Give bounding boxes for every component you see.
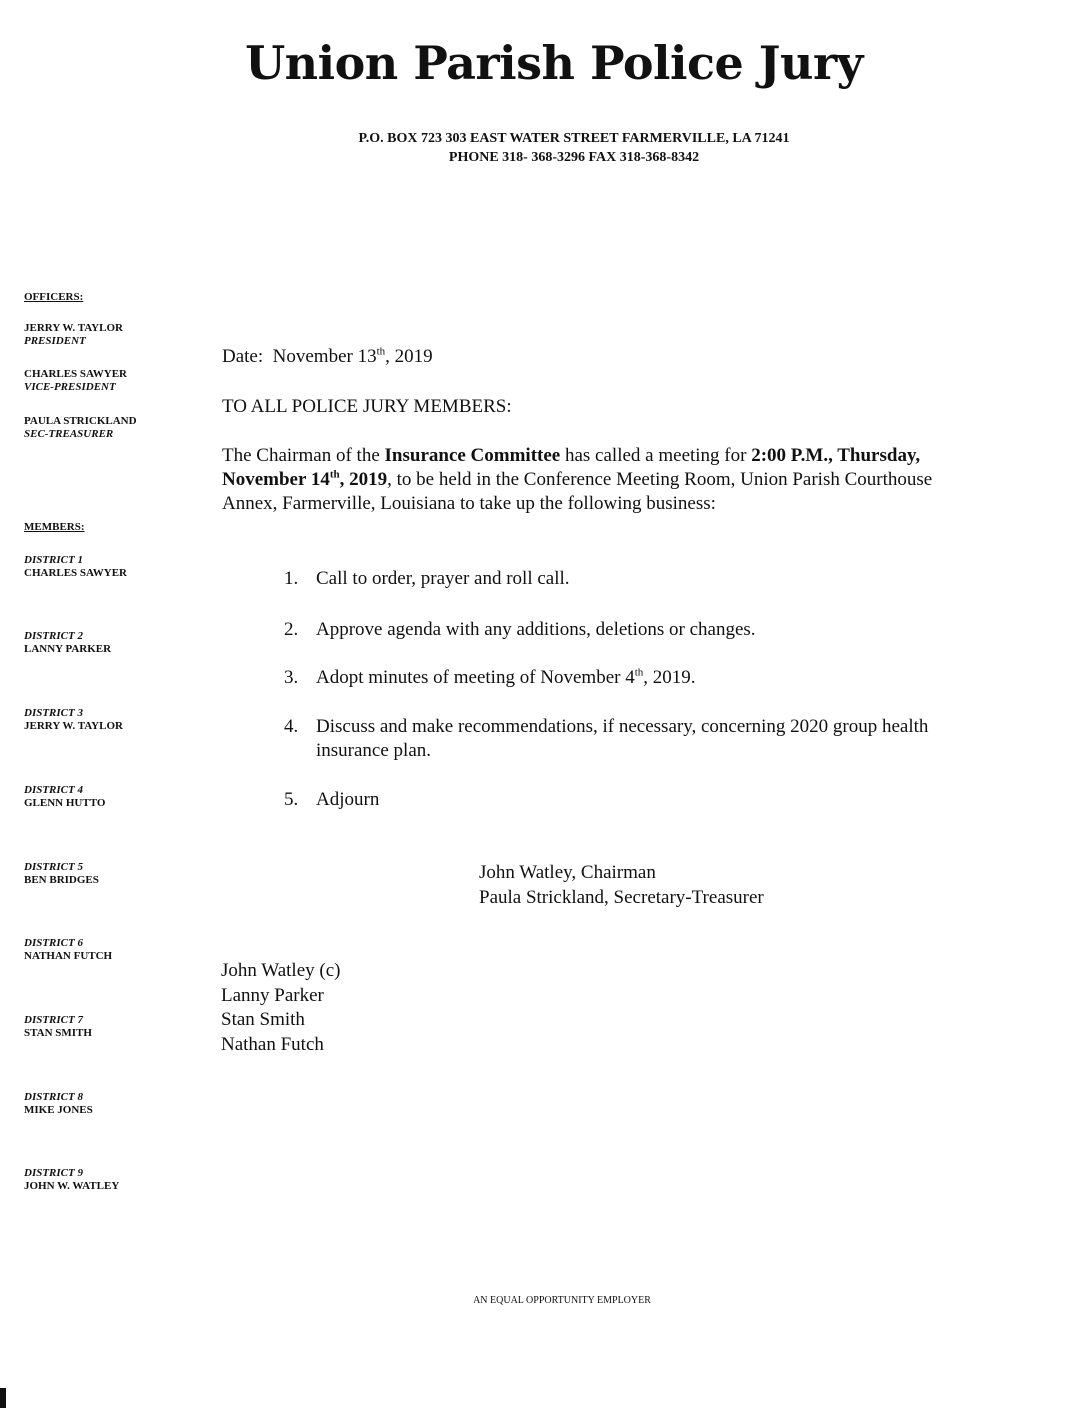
member-name: MIKE JONES: [24, 1104, 93, 1116]
signature-chairman: John Watley, Chairman: [479, 862, 656, 883]
officer-name: PAULA STRICKLAND: [24, 415, 137, 427]
officer-sec-treasurer: [24, 415, 204, 441]
member-name: JOHN W. WATLEY: [24, 1180, 120, 1192]
district-label: DISTRICT 6: [24, 937, 83, 949]
officers-heading: OFFICERS:: [24, 291, 84, 303]
member-district-5: [24, 861, 204, 887]
agenda-number: 2.: [284, 619, 299, 640]
district-label: DISTRICT 8: [24, 1091, 83, 1103]
agenda-item: [284, 618, 964, 642]
footer-equal-opportunity: AN EQUAL OPPORTUNITY EMPLOYER: [473, 1295, 651, 1306]
member-name: GLENN HUTTO: [24, 797, 106, 809]
member-district-9: [24, 1167, 204, 1193]
meeting-time: 2:00 P.M., Thursday, November 14th, 2019: [222, 445, 921, 490]
committee-member: Lanny Parker: [221, 985, 324, 1006]
member-district-1: [24, 554, 204, 580]
officer-title: VICE-PRESIDENT: [24, 381, 116, 393]
member-name: LANNY PARKER: [24, 643, 112, 655]
committee-member: Stan Smith: [221, 1009, 305, 1030]
date-suffix: th: [376, 345, 386, 358]
para-text: has called a meeting for: [560, 445, 752, 466]
district-label: DISTRICT 3: [24, 707, 83, 719]
district-label: DISTRICT 1: [24, 554, 83, 566]
agenda-text: Adjourn: [316, 789, 380, 810]
agenda-text: Discuss and make recommendations, if necessary, concerning 2020 group health insurance plan.: [316, 716, 929, 761]
members-heading: MEMBERS:: [24, 521, 85, 533]
officer-vice-president: [24, 368, 204, 394]
para-text: , to be held in the Conference Meeting Room, Union Parish Courthouse Annex, Farmerville, Louisiana to take up the following business:: [222, 469, 933, 514]
officer-name: CHARLES SAWYER: [24, 368, 127, 380]
agenda-item: [284, 788, 964, 812]
member-name: CHARLES SAWYER: [24, 567, 127, 579]
member-district-6: [24, 937, 204, 963]
member-district-8: [24, 1091, 204, 1117]
letter-date: [222, 345, 433, 369]
member-district-3: [24, 707, 204, 733]
member-name: JERRY W. TAYLOR: [24, 720, 123, 732]
letterhead-phone: PHONE 318- 368-3296 FAX 318-368-8342: [448, 150, 700, 165]
district-label: DISTRICT 4: [24, 784, 83, 796]
agenda-text: Approve agenda with any additions, deletions or changes.: [316, 619, 756, 640]
member-district-4: [24, 784, 204, 810]
officer-president: [24, 322, 204, 348]
date-value: November 13: [272, 346, 377, 367]
committee-name: Insurance Committee: [384, 445, 561, 466]
scan-edge-mark: [0, 1388, 6, 1408]
district-label: DISTRICT 7: [24, 1014, 83, 1026]
para-text: The Chairman of the: [222, 445, 385, 466]
member-name: STAN SMITH: [24, 1027, 92, 1039]
letterhead-address: P.O. BOX 723 303 EAST WATER STREET FARMERVILLE, LA 71241: [358, 131, 790, 146]
signature-secretary: Paula Strickland, Secretary-Treasurer: [479, 887, 764, 908]
agenda-item: [284, 567, 964, 591]
member-name: NATHAN FUTCH: [24, 950, 113, 962]
meeting-notice-paragraph: [222, 444, 952, 516]
agenda-text: Call to order, prayer and roll call.: [316, 568, 570, 589]
officer-name: JERRY W. TAYLOR: [24, 322, 123, 334]
date-year: , 2019: [385, 346, 433, 367]
agenda-text: Adopt minutes of meeting of November 4th, 2019.: [316, 666, 696, 688]
agenda-item: [284, 666, 964, 690]
date-label: Date:: [222, 346, 264, 367]
member-district-2: [24, 630, 204, 656]
letterhead-title: Union Parish Police Jury: [245, 36, 863, 90]
agenda-item: [284, 715, 964, 763]
member-name: BEN BRIDGES: [24, 874, 99, 886]
agenda-number: 1.: [284, 568, 299, 589]
member-district-7: [24, 1014, 204, 1040]
district-label: DISTRICT 9: [24, 1167, 83, 1179]
district-label: DISTRICT 5: [24, 861, 83, 873]
district-label: DISTRICT 2: [24, 630, 83, 642]
officer-title: PRESIDENT: [24, 335, 86, 347]
salutation: TO ALL POLICE JURY MEMBERS:: [222, 396, 512, 417]
committee-member: Nathan Futch: [221, 1034, 324, 1055]
officer-title: SEC-TREASURER: [24, 428, 114, 440]
agenda-number: 3.: [284, 667, 299, 688]
agenda-number: 4.: [284, 716, 299, 737]
agenda-number: 5.: [284, 789, 299, 810]
committee-member: John Watley (c): [221, 960, 341, 981]
